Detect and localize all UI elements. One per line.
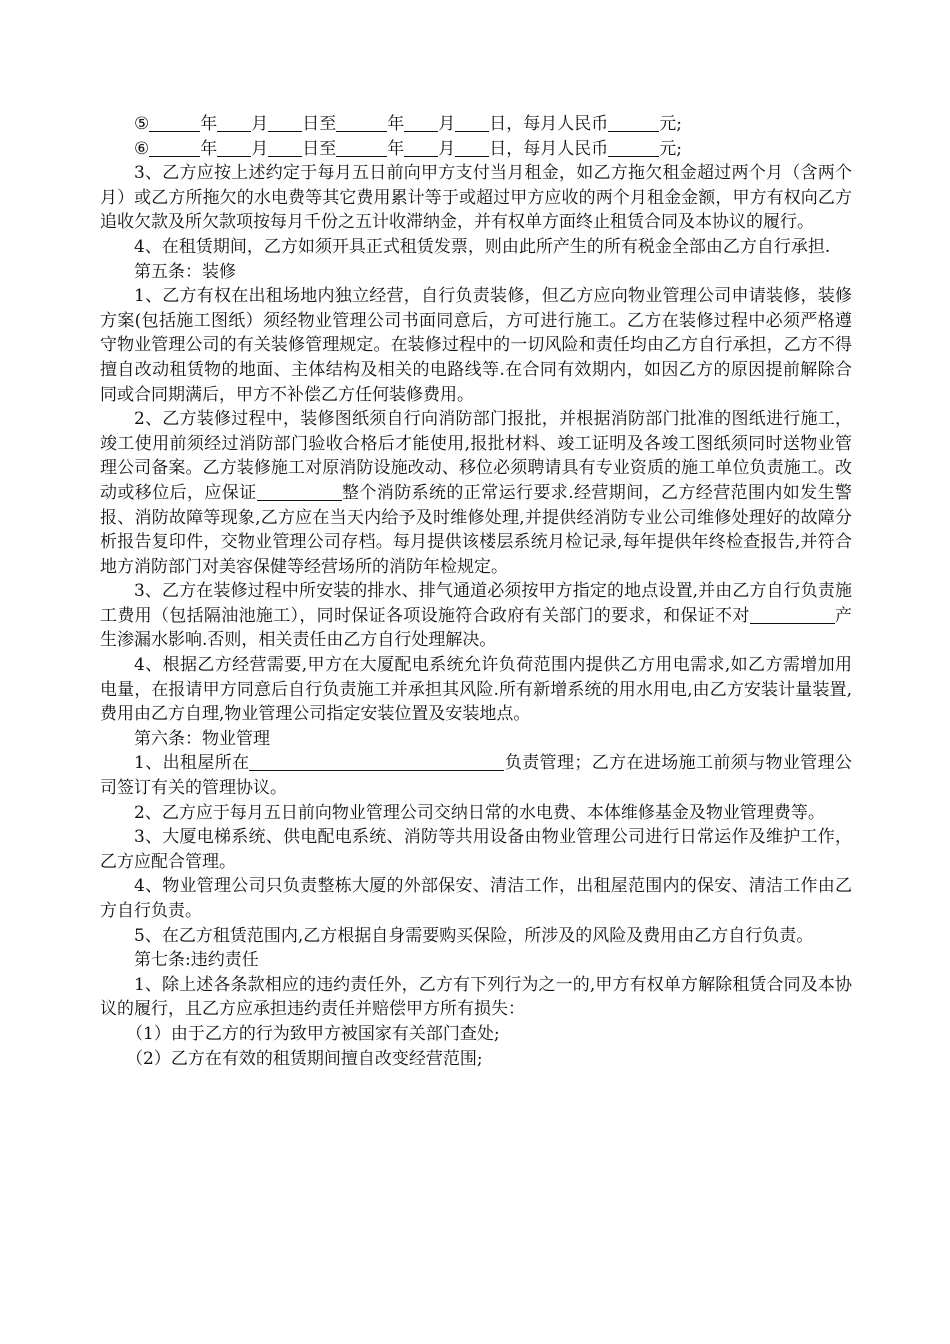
blank-field[interactable] [404, 114, 438, 132]
art7-heading: 第七条:违约责任 [134, 950, 259, 971]
art6-paragraph-3: 3、大厦电梯系统、供电配电系统、消防等共用设备由物业管理公司进行日常运作及维护工作，乙方应配合管理。 [100, 827, 852, 872]
blank-field[interactable] [336, 114, 387, 132]
art7-item-2: （2）乙方在有效的租赁期间擅自改变经营范围; [126, 1048, 483, 1069]
art7-item-1: （1）由于乙方的行为致甲方被国家有关部门查处; [126, 1023, 500, 1044]
blank-field[interactable] [608, 139, 659, 157]
blank-field[interactable] [404, 139, 438, 157]
blank-field[interactable] [257, 483, 342, 501]
blank-field[interactable] [149, 114, 200, 132]
art5-paragraph-4: 4、根据乙方经营需要,甲方在大厦配电系统允许负荷范围内提供乙方用电需求,如乙方需增加用电量，在报请甲方同意后自行负责施工并承担其风险.所有新增系统的用水用电,由乙方安装计量装置,费用由乙方自理,物业管理公司指定安装位置及安装地点。 [100, 655, 852, 725]
document-page [100, 112, 852, 1071]
art6-heading: 第六条：物业管理 [134, 728, 270, 749]
blank-field[interactable] [149, 139, 200, 157]
art6-paragraph-1: 1、出租屋所在 负责管理；乙方在进场施工前须与物业管理公司签订有关的管理协议。 [100, 753, 852, 799]
art5-paragraph-1: 1、乙方有权在出租场地内独立经营，自行负责装修，但乙方应向物业管理公司申请装修，装修方案(包括施工图纸）须经物业管理公司书面同意后，方可进行施工。乙方在装修过程中必须严格遵守物业管理公司的有关装修管理规定。在装修过程中的一切风险和责任均由乙方自行承担，乙方不得擅自改动租赁物的地面、主体结构及相关的电路线等.在合同有效期内，如因乙方的原因提前解除合同或合同期满后，甲方不补偿乙方任何装修费用。 [100, 286, 852, 405]
blank-field[interactable] [455, 139, 489, 157]
art5-heading: 第五条：装修 [134, 261, 236, 282]
rent-line-6: ⑥ 年 月 日至 年 月 日，每月人民币 元; [134, 138, 682, 159]
art6-paragraph-4: 4、物业管理公司只负责整栋大厦的外部保安、清洁工作，出租屋范围内的保安、清洁工作由乙方自行负责。 [100, 876, 852, 921]
blank-field[interactable] [217, 139, 251, 157]
blank-field[interactable] [750, 606, 835, 624]
art4-paragraph-4: 4、在租赁期间，乙方如须开具正式租赁发票，则由此所产生的所有税金全部由乙方自行承担. [134, 236, 831, 257]
blank-field[interactable] [268, 114, 302, 132]
art5-paragraph-2: 2、乙方装修过程中，装修图纸须自行向消防部门报批，并根据消防部门批准的图纸进行施工，竣工使用前须经过消防部门验收合格后才能使用,报批材料、竣工证明及各竣工图纸须同时送物业管理公司备案。乙方装修施工对原消防设施改动、移位必须聘请具有专业资质的施工单位负责施工。改动或移位后，应保证 整个消防系统的正常运行要求.经营期间，乙方经营范围内如发生警报、消防故障等现象,乙方应在当天内给予及时维修处理,并提供经消防专业公司维修处理好的故障分析报告复印件，交物业管理公司存档。每月提供该楼层系统月检记录,每年提供年终检查报告,并符合地方消防部门对美容保健等经营场所的消防年检规定。 [100, 409, 853, 577]
blank-field[interactable] [608, 114, 659, 132]
art7-paragraph-1: 1、除上述各条款相应的违约责任外，乙方有下列行为之一的,甲方有权单方解除租赁合同及本协议的履行，且乙方应承担违约责任并赔偿甲方所有损失： [100, 974, 852, 1020]
blank-field[interactable] [217, 114, 251, 132]
art6-paragraph-5: 5、在乙方租赁范围内,乙方根据自身需要购买保险，所涉及的风险及费用由乙方自行负责。 [134, 925, 814, 946]
blank-field[interactable] [249, 753, 504, 771]
art6-paragraph-2: 2、乙方应于每月五日前向物业管理公司交纳日常的水电费、本体维修基金及物业管理费等。 [134, 802, 825, 823]
art4-paragraph-3: 3、乙方应按上述约定于每月五日前向甲方支付当月租金，如乙方拖欠租金超过两个月（含两个月）或乙方所拖欠的水电费等其它费用累计等于或超过甲方应收的两个月租金金额，甲方有权向乙方追收欠款及所欠款项按每月千份之五计收滞纳金，并有权单方面终止租赁合同及本协议的履行。 [100, 163, 852, 233]
art5-paragraph-3: 3、乙方在装修过程中所安装的排水、排气通道必须按甲方指定的地点设置,并由乙方自行负责施工费用（包括隔油池施工），同时保证各项设施符合政府有关部门的要求，和保证不对 产生渗漏水影响.否则，相关责任由乙方自行处理解决。 [100, 581, 853, 651]
blank-field[interactable] [455, 114, 489, 132]
blank-field[interactable] [268, 139, 302, 157]
rent-line-5: ⑤ 年 月 日至 年 月 日，每月人民币 元; [134, 114, 682, 134]
blank-field[interactable] [336, 139, 387, 157]
